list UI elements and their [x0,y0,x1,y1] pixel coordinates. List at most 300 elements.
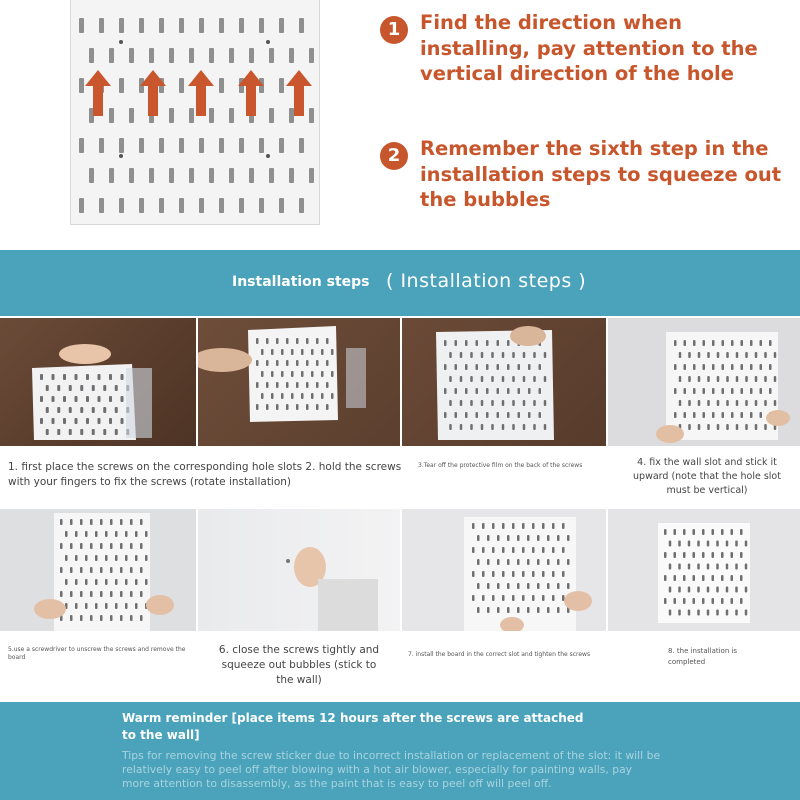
pegboard-slot [537,559,540,565]
pegboard-slot [281,371,284,377]
pegboard-slot [121,418,124,424]
pegboard-slot [271,371,274,377]
pegboard-slot [697,541,700,547]
pegboard-slot [688,400,691,406]
pegboard-slot [129,108,134,123]
pegboard-slot [110,567,113,573]
pegboard-slot [309,48,314,63]
pegboard-slot [109,374,112,380]
pegboard-slot [306,404,309,410]
pegboard-slot [100,543,103,549]
pegboard-slot [567,583,570,589]
pegboard-slot [497,607,500,613]
pegboard-slot [115,531,118,537]
pegboard-slot [698,376,701,382]
pegboard-slot [316,382,319,388]
pegboard-slot [512,571,515,577]
pegboard-slot [92,385,95,391]
pegboard-slot [266,382,269,388]
pegboard-slot [760,364,763,370]
pegboard-slot [547,535,550,541]
pegboard-slot [679,376,682,382]
pegboard-slot [115,429,118,435]
pegboard-slot [63,396,66,402]
pegboard-slot [57,385,60,391]
pegboard-slot [75,603,78,609]
pegboard-slot [722,412,725,418]
pegboard-slot [57,407,60,413]
pegboard-slot [326,338,329,344]
pegboard-slot [296,338,299,344]
pegboard-slot [179,138,184,153]
pegboard-slot [472,571,475,577]
pegboard-slot [523,424,526,430]
pegboard-slot [60,567,63,573]
pegboard-slot [444,364,447,370]
pegboard-slot [547,559,550,565]
banner-subtitle: ( Installation steps ) [386,270,587,292]
pegboard-slot [679,400,682,406]
pegboard-slot [750,412,753,418]
pegboard-slot [69,407,72,413]
pegboard-slot [259,198,264,213]
pegboard-slot [669,587,672,593]
pegboard-slot [712,412,715,418]
pegboard-slot [130,543,133,549]
pegboard-slot [528,364,531,370]
pegboard-slot [481,352,484,358]
pegboard-slot [149,48,154,63]
pegboard-slot [688,376,691,382]
pegboard-slot [481,376,484,382]
pegboard-slot [769,364,772,370]
pegboard-slot [256,382,259,388]
pegboard-slot [269,48,274,63]
pegboard-slot [98,374,101,380]
pegboard-slot [85,555,88,561]
pegboard-slot [702,529,705,535]
pegboard-slot [121,396,124,402]
pegboard-slot [552,595,555,601]
pegboard-slot [523,376,526,382]
pegboard-slot [774,352,777,358]
pegboard-slot [717,424,720,430]
pegboard-slot [745,400,748,406]
pegboard-slot [80,543,83,549]
pegboard-slot [745,587,748,593]
hand-on-wall [198,509,400,631]
pegboard-slot [115,603,118,609]
pegboard-slot [219,198,224,213]
pegboard-slot [455,388,458,394]
pegboard-slot [547,607,550,613]
pegboard-slot [562,547,565,553]
pegboard-slot [249,168,254,183]
up-arrow-icon [85,70,111,116]
pegboard-slot [40,374,43,380]
pegboard-slot [309,108,314,123]
pegboard-slot [145,531,148,537]
pegboard-slot [707,610,710,616]
pegboard-slot [140,591,143,597]
pegboard-slot [266,404,269,410]
pegboard-slot [527,583,530,589]
pegboard-slot [482,571,485,577]
pegboard-slot [120,591,123,597]
pegboard-slot [542,571,545,577]
pegboard-slot [286,338,289,344]
pegboard-slot [80,615,83,621]
pegboard-slot [542,523,545,529]
pegboard-slot [75,374,78,380]
pegboard-slot [149,168,154,183]
pegboard-slot [507,388,510,394]
pegboard-slot [740,552,743,558]
pegboard-slot [306,338,309,344]
pegboard-slot [693,552,696,558]
pegboard-slot [544,376,547,382]
pegboard-slot [256,338,259,344]
pegboard-slot [266,338,269,344]
pegboard-slot [697,587,700,593]
pegboard-slot [522,595,525,601]
pegboard-slot [722,364,725,370]
pegboard-slot [60,591,63,597]
pegboard-slot [470,424,473,430]
pegboard-slot [98,418,101,424]
pegboard-slot [95,531,98,537]
board-on-table [198,318,400,446]
pegboard-slot [726,400,729,406]
pegboard-slot [444,412,447,418]
pegboard-slot [693,575,696,581]
pegboard-slot [299,138,304,153]
pegboard-slot [259,18,264,33]
step-photo-7 [402,509,606,631]
pegboard-slot [261,371,264,377]
pegboard-slot [476,388,479,394]
pegboard-slot [229,108,234,123]
pegboard-slot [735,564,738,570]
pegboard-slot [764,352,767,358]
pegboard-slot [736,424,739,430]
pegboard-slot [80,591,83,597]
pegboard-slot [449,352,452,358]
pegboard-slot [716,564,719,570]
pegboard-slot [542,595,545,601]
pegboard-slot [745,610,748,616]
pegboard-slot [109,168,114,183]
pegboard-slot [90,567,93,573]
pegboard-slot [774,400,777,406]
pegboard-slot [63,374,66,380]
pegboard-slot [90,519,93,525]
pegboard-slot [683,529,686,535]
pegboard-slot [537,607,540,613]
pegboard-slot [726,610,729,616]
pegboard-slot [760,340,763,346]
pegboard-slot [741,364,744,370]
pegboard-slot [115,385,118,391]
finished-board [608,509,800,631]
pegboard-slot [716,587,719,593]
pegboard-slot [476,412,479,418]
step-caption-8: 8. the installation is completed [668,647,738,666]
pegboard-slot [239,138,244,153]
pegboard-slot [99,198,104,213]
pegboard-slot [707,587,710,593]
pegboard-slot [542,547,545,553]
pegboard-slot [46,407,49,413]
pegboard-slot [103,407,106,413]
pegboard-slot [269,108,274,123]
pegboard-slot [286,360,289,366]
pegboard-slot [80,385,83,391]
pegboard-slot [169,168,174,183]
pegboard-slot [517,535,520,541]
board-on-table [0,318,196,446]
pegboard-slot [299,198,304,213]
pegboard-slot [764,400,767,406]
pegboard-slot [135,555,138,561]
pegboard-slot [491,352,494,358]
pegboard-slot [259,138,264,153]
pegboard-slot [271,393,274,399]
pegboard-slot [491,400,494,406]
pegboard-slot [679,352,682,358]
pegboard-slot [103,429,106,435]
pegboard-slot [678,610,681,616]
pegboard-slot [179,18,184,33]
pegboard-slot [120,615,123,621]
pegboard-slot [726,541,729,547]
pegboard-slot [688,424,691,430]
pegboard-slot [219,138,224,153]
pegboard-slot [721,598,724,604]
pegboard-slot [731,340,734,346]
pegboard-slot [482,595,485,601]
pegboard-slot [460,400,463,406]
pegboard-slot [532,595,535,601]
pegboard-slot [455,364,458,370]
pegboard-slot [239,18,244,33]
pegboard-slot [507,340,510,346]
pegboard-slot [169,48,174,63]
pegboard-slot [249,48,254,63]
step-photo-6 [198,509,400,631]
pegboard-slot [139,198,144,213]
pegboard-slot [209,108,214,123]
pegboard-slot [764,424,767,430]
pegboard-slot [731,575,734,581]
pegboard-slot [477,559,480,565]
pegboard-slot [477,583,480,589]
pegboard-slot [321,349,324,355]
pegboard-slot [523,400,526,406]
pegboard-slot [301,349,304,355]
pegboard-slot [460,376,463,382]
numbered-circle: 1 [380,16,408,44]
pegboard-slot [291,393,294,399]
pegboard-slot [110,615,113,621]
pegboard-slot [712,575,715,581]
pegboard-slot [731,388,734,394]
pegboard-slot [209,168,214,183]
pegboard-slot [482,523,485,529]
pegboard-slot [745,424,748,430]
pegboard-slot [276,404,279,410]
pegboard-slot [741,412,744,418]
pegboard-slot [522,547,525,553]
pegboard-slot [465,388,468,394]
pegboard-slot [544,424,547,430]
pegboard-slot [712,529,715,535]
pegboard-slot [664,575,667,581]
pegboard-slot [119,198,124,213]
pegboard-slot [486,388,489,394]
pegboard-slot [472,595,475,601]
pegboard-slot [745,376,748,382]
pegboard-slot [527,535,530,541]
pegboard-slot [502,571,505,577]
pegboard-slot [119,78,124,93]
pegboard-slot [85,579,88,585]
pegboard-slot [760,412,763,418]
pegboard-slot [703,364,706,370]
pegboard-photo [70,0,320,225]
pegboard-slot [266,360,269,366]
pegboard-slot [517,559,520,565]
pegboard-slot [189,108,194,123]
pegboard-slot [139,138,144,153]
pegboard-slot [527,607,530,613]
pegboard-slot [674,340,677,346]
pegboard-slot [46,385,49,391]
pegboard-slot [115,579,118,585]
pegboard-slot [750,364,753,370]
pegboard-slot [279,78,284,93]
pegboard-slot [552,547,555,553]
pegboard-slot [52,418,55,424]
pegboard-slot [693,364,696,370]
pegboard-slot [75,531,78,537]
pegboard-slot [544,352,547,358]
pegboard-slot [460,352,463,358]
pegboard-slot [99,138,104,153]
pegboard-slot [741,340,744,346]
pegboard-slot [125,579,128,585]
pegboard-slot [321,371,324,377]
pegboard-slot [517,583,520,589]
pegboard-slot [736,352,739,358]
pegboard-slot [750,388,753,394]
pegboard-slot [470,376,473,382]
pegboard-slot [533,376,536,382]
pegboard-slot [502,400,505,406]
pegboard-slot [256,360,259,366]
pegboard-slot [100,591,103,597]
pegboard-slot [664,529,667,535]
pegboard-slot [532,571,535,577]
pegboard-slot [552,571,555,577]
pegboard-slot [46,429,49,435]
pegboard-slot [289,48,294,63]
numbered-circle: 2 [380,142,408,170]
pegboard-slot [311,349,314,355]
pegboard-slot [735,587,738,593]
pegboard-slot [712,388,715,394]
pegboard-slot [562,523,565,529]
pegboard-slot [444,340,447,346]
pegboard-slot [755,352,758,358]
pegboard-slot [281,393,284,399]
pegboard-slots [71,0,319,224]
pegboard-slot [115,555,118,561]
pegboard-slot [745,564,748,570]
pegboard-slot [276,338,279,344]
pegboard-slot [239,198,244,213]
pegboard-slot [110,519,113,525]
pegboard-slot [532,523,535,529]
pegboard-slot [507,412,510,418]
pegboard-slot [769,388,772,394]
pegboard-slot [502,424,505,430]
installation-banner [0,250,800,316]
pegboard-slot [482,547,485,553]
pegboard-slot [331,349,334,355]
pegboard-slot [100,519,103,525]
pegboard-slot [502,547,505,553]
pegboard-slot [688,587,691,593]
pegboard-slot [693,340,696,346]
pegboard-slot [726,587,729,593]
pegboard-slot [129,168,134,183]
step-photo-3 [402,318,606,446]
pegboard-slot [491,376,494,382]
pegboard-slot [688,352,691,358]
pegboard-slot [552,523,555,529]
pegboard-slot [326,404,329,410]
pegboard-slot [299,18,304,33]
pegboard-slot [90,543,93,549]
pegboard-slot [70,543,73,549]
pegboard-slot [764,376,767,382]
pegboard-slot [716,541,719,547]
pegboard-slot [774,376,777,382]
pegboard-slot [316,360,319,366]
pegboard-slot [40,396,43,402]
pegboard-slot [537,583,540,589]
pegboard-slot [698,424,701,430]
pegboard-slot [740,575,743,581]
pegboard-slot [669,564,672,570]
pegboard-slot [497,412,500,418]
pegboard-slot [460,424,463,430]
pegboard-slot [557,583,560,589]
pegboard-slot [487,607,490,613]
pegboard-slot [269,168,274,183]
pegboard-slot [306,382,309,388]
pegboard-slot [562,571,565,577]
step-caption-4: 4. fix the wall slot and stick it upward (note that the hole slot must be vertical) [633,457,781,496]
pegboard-slot [477,535,480,541]
pegboard-slot [507,583,510,589]
pegboard-slot [276,382,279,388]
pegboard-slot [712,552,715,558]
pegboard-slot [512,424,515,430]
pegboard-slot [698,352,701,358]
pegboard-slot [100,615,103,621]
